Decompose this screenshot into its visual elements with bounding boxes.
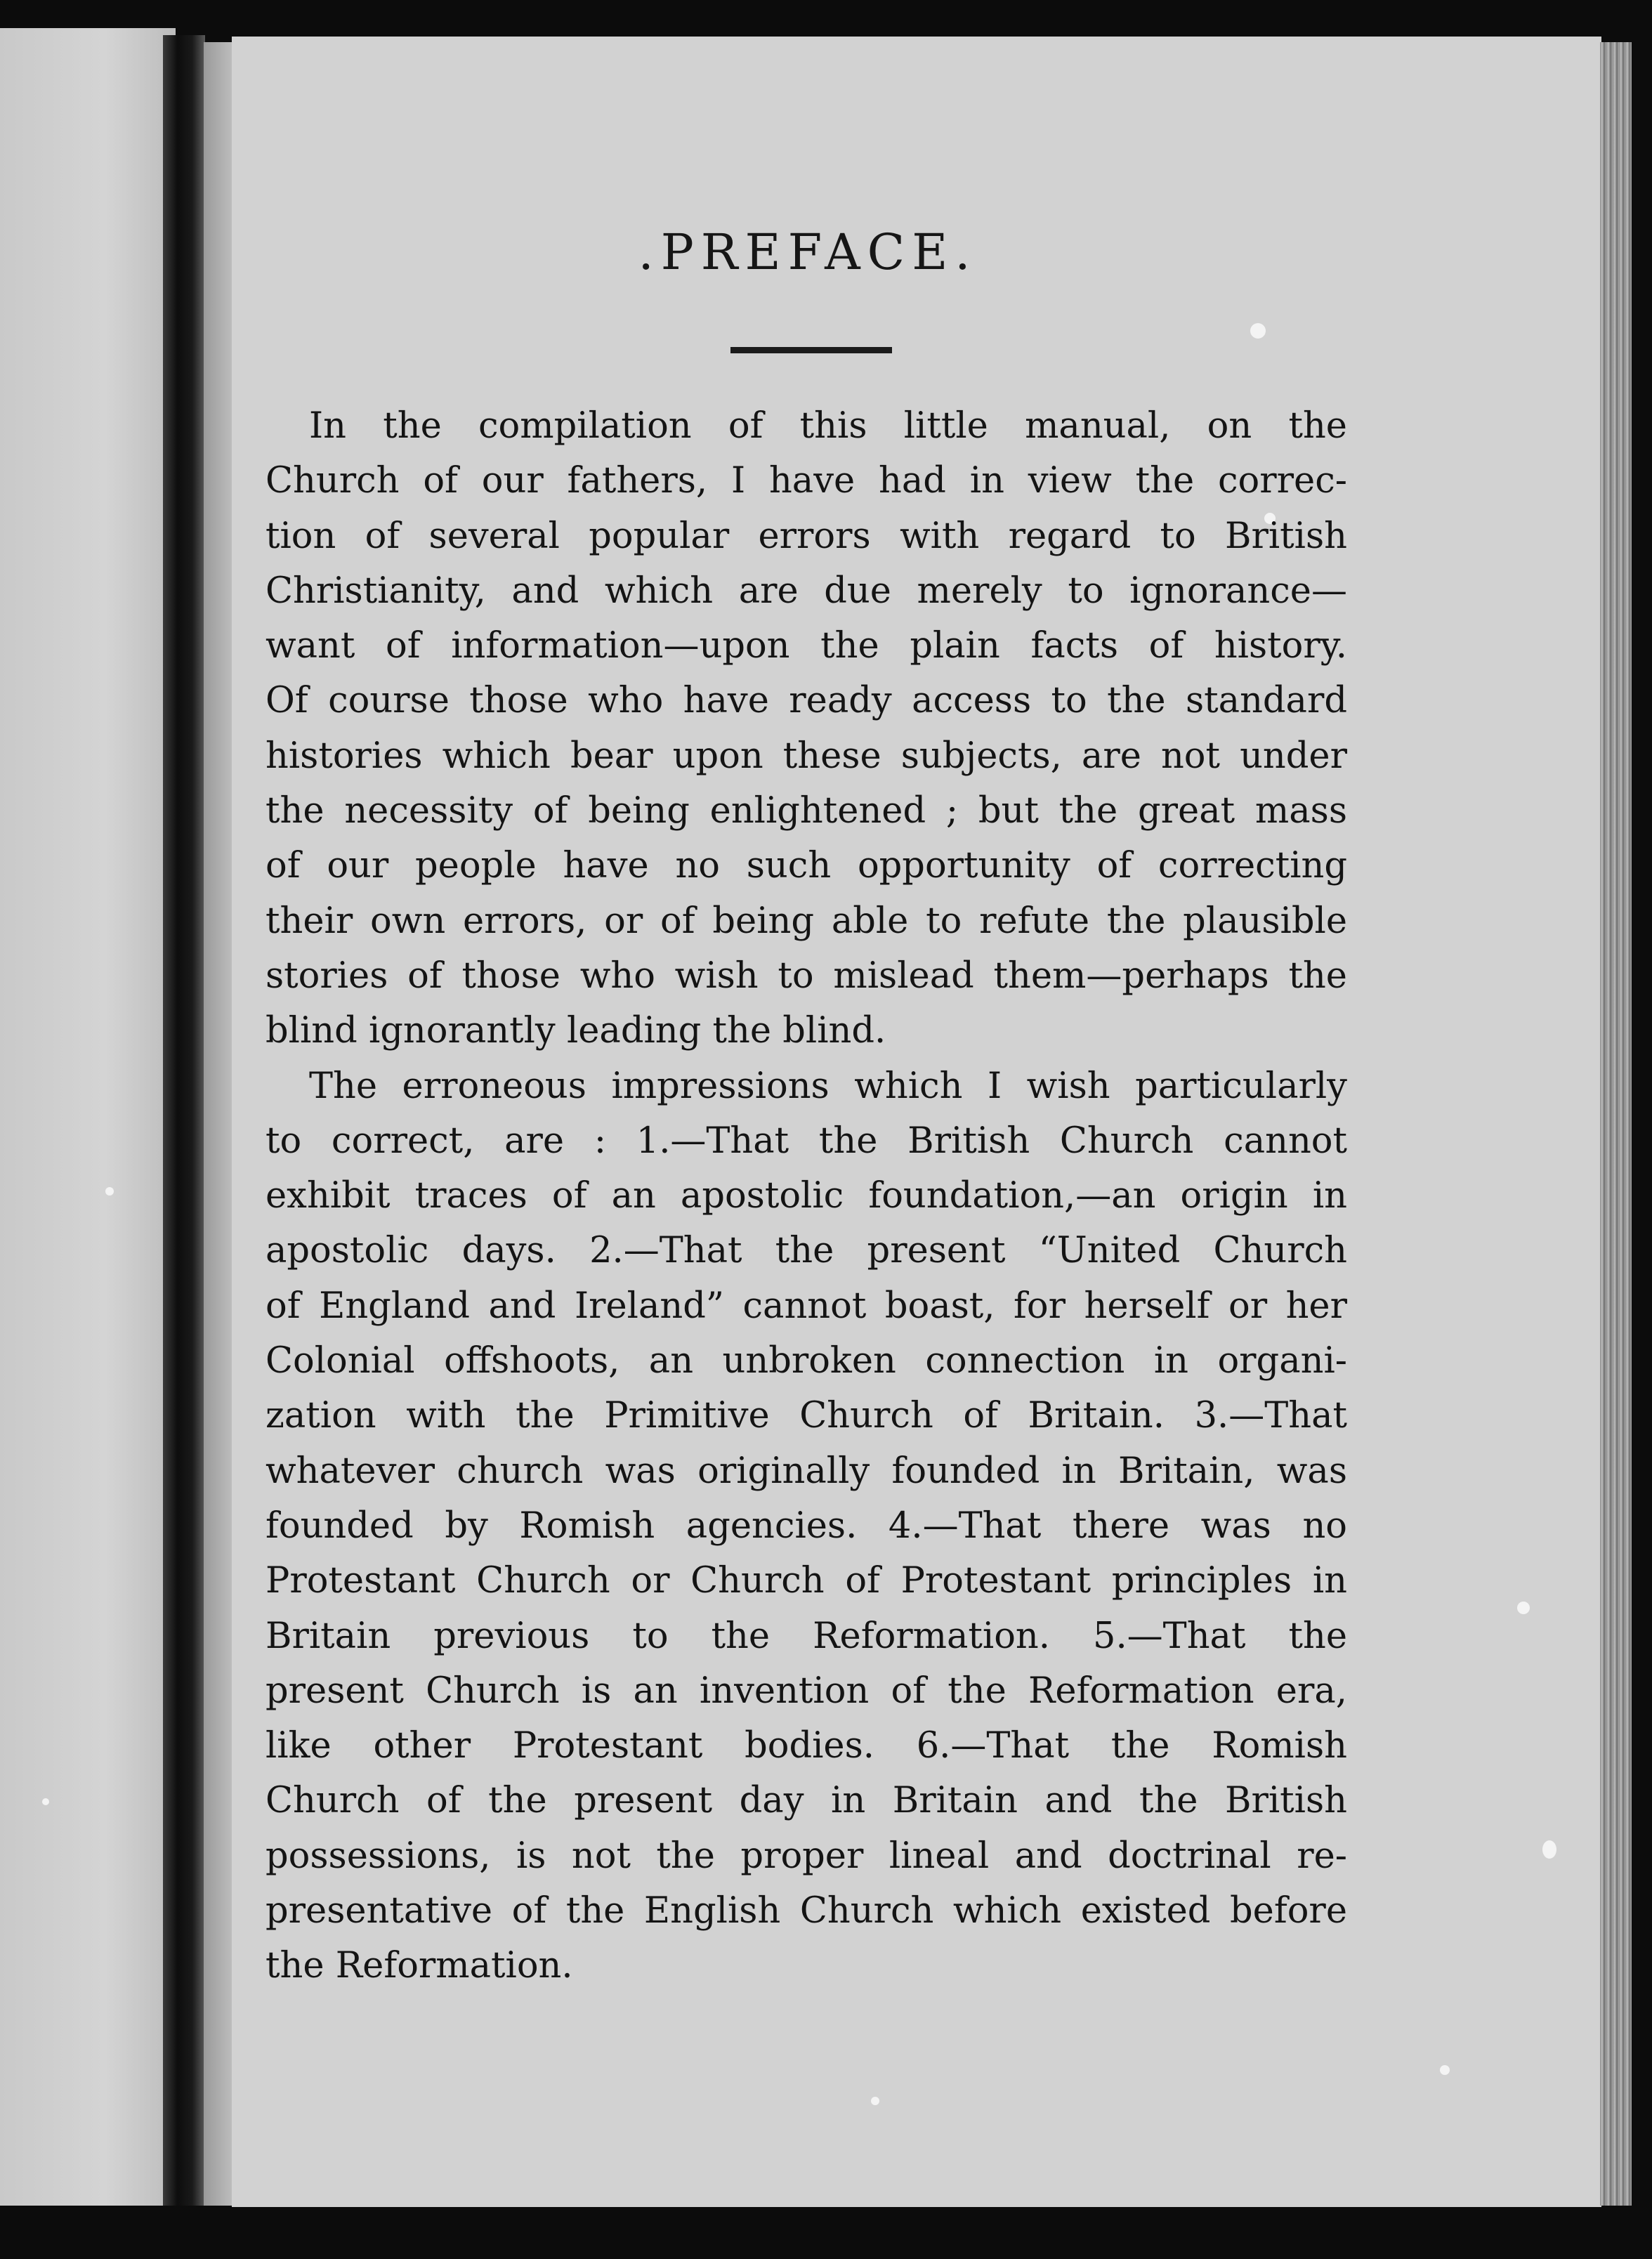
text-line-content: founded by Romish agencies. 4.—That there was no: [266, 1505, 1347, 1547]
text-line-content: want of information—upon the plain facts of history.: [266, 625, 1347, 667]
text-line: [266, 1444, 1347, 1499]
text-line-content: of our people have no such opportunity of correcting: [266, 845, 1347, 887]
text-line-content: stories of those who wish to mislead them—perhaps the: [266, 955, 1347, 997]
text-line: [266, 454, 1347, 509]
text-line-content: Church of the present day in Britain and the British: [266, 1780, 1347, 1822]
text-line-content: zation with the Primitive Church of Britain. 3.—That: [266, 1395, 1347, 1437]
text-line: [266, 1334, 1347, 1389]
scan-speck: [1517, 1602, 1530, 1614]
text-line-content: Protestant Church or Church of Protestant principles in: [266, 1560, 1347, 1602]
text-line-content: apostolic days. 2.—That the present “United Church: [266, 1230, 1347, 1272]
scan-speck: [871, 2097, 879, 2105]
text-line: [266, 1554, 1347, 1609]
text-line: [266, 1114, 1347, 1169]
text-line: [266, 1829, 1347, 1884]
text-line: [266, 1169, 1347, 1224]
text-line: [266, 1884, 1347, 1939]
text-line: [266, 1004, 1347, 1059]
text-line: [266, 839, 1347, 893]
text-line-content: Christianity, and which are due merely to ignorance—: [266, 570, 1347, 612]
binding-gutter: [163, 35, 205, 2206]
text-line-content: Britain previous to the Reformation. 5.—That the: [266, 1615, 1347, 1657]
text-line: [266, 1609, 1347, 1664]
text-line: [266, 619, 1347, 674]
text-line-content: whatever church was originally founded in Britain, was: [266, 1450, 1347, 1492]
text-line: [266, 1389, 1347, 1443]
text-line-content: presentative of the English Church which existed before: [266, 1890, 1347, 1932]
text-line-content: Of course those who have ready access to the standard: [266, 680, 1347, 722]
text-line-content: Church of our fathers, I have had in view the correc-: [266, 460, 1347, 502]
text-line: [266, 729, 1347, 784]
text-line: [266, 1939, 1347, 1993]
text-line: [266, 509, 1347, 564]
text-line-content: possessions, is not the proper lineal and doctrinal re-: [266, 1835, 1347, 1877]
text-line-content: the necessity of being enlightened ; but the great mass: [266, 790, 1347, 832]
text-line-content: their own errors, or of being able to refute the plausible: [266, 900, 1347, 942]
text-line: [266, 949, 1347, 1004]
text-line: [266, 1499, 1347, 1554]
text-line: [266, 784, 1347, 839]
text-line-content: histories which bear upon these subjects, are not under: [266, 735, 1347, 777]
text-line: [266, 564, 1347, 619]
text-line: [266, 399, 1347, 454]
text-line: [266, 1664, 1347, 1719]
text-line-content: Colonial offshoots, an unbroken connection in organi-: [266, 1340, 1347, 1382]
text-line: [266, 894, 1347, 949]
text-line: [266, 1224, 1347, 1278]
text-line-content: The erroneous impressions which I wish particularly: [309, 1065, 1347, 1107]
preface-body: [266, 399, 1347, 1994]
text-line-content: In the compilation of this little manual, on the: [309, 405, 1347, 447]
text-line-content: exhibit traces of an apostolic foundation,—an origin in: [266, 1175, 1347, 1217]
text-line-content: of England and Ireland” cannot boast, for herself or her: [266, 1285, 1347, 1327]
text-line: [266, 1774, 1347, 1828]
scan-speck: [1440, 2065, 1450, 2075]
text-line-content: the Reformation.: [266, 1945, 573, 1987]
text-line-content: blind ignorantly leading the blind.: [266, 1010, 886, 1052]
text-line-content: tion of several popular errors with regard to British: [266, 515, 1347, 557]
text-line-content: like other Protestant bodies. 6.—That the Romish: [266, 1725, 1347, 1767]
title-rule: [730, 347, 892, 353]
text-line-content: present Church is an invention of the Reformation era,: [266, 1670, 1347, 1712]
scan-speck: [42, 1798, 49, 1805]
text-line: [266, 1279, 1347, 1334]
scan-speck: [1542, 1840, 1556, 1859]
scan-speck: [105, 1187, 114, 1196]
text-line-content: to correct, are : 1.—That the British Church cannot: [266, 1120, 1347, 1162]
text-line: [266, 1059, 1347, 1114]
page-title: .PREFACE.: [638, 223, 978, 281]
text-line: [266, 1719, 1347, 1774]
text-line: [266, 674, 1347, 728]
scan-speck: [1250, 323, 1266, 339]
left-facing-page: [0, 28, 176, 2206]
page-edge-stack: [1600, 42, 1632, 2206]
